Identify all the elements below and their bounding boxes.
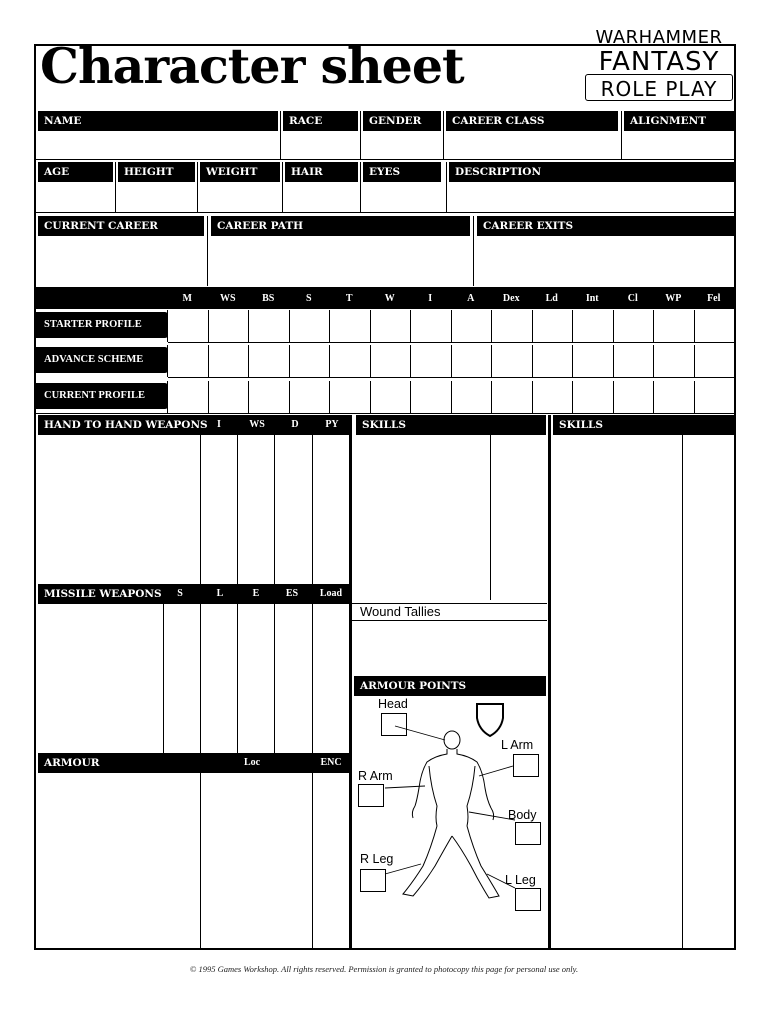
profile-cell[interactable]: [329, 345, 370, 377]
age-label: AGE: [38, 162, 113, 182]
divider: [360, 111, 361, 159]
profile-cell[interactable]: [208, 310, 249, 342]
profile-cell[interactable]: [208, 345, 249, 377]
divider: [490, 435, 491, 600]
stat-header-ld: Ld: [545, 293, 558, 304]
profile-cell[interactable]: [613, 310, 654, 342]
armour-points-label: ARMOUR POINTS: [354, 676, 546, 696]
career-exits-label: CAREER EXITS: [477, 216, 734, 236]
profile-cell[interactable]: [451, 381, 492, 413]
missile-col-s: S: [177, 588, 183, 599]
profile-cell[interactable]: [572, 310, 613, 342]
profile-cell[interactable]: [694, 310, 735, 342]
profile-cell[interactable]: [329, 310, 370, 342]
profile-cell[interactable]: [167, 345, 208, 377]
logo-line-2: FANTASY: [598, 47, 720, 77]
divider: [351, 620, 547, 621]
profile-cell[interactable]: [694, 345, 735, 377]
height-label: HEIGHT: [118, 162, 195, 182]
profile-cell[interactable]: [653, 381, 694, 413]
divider: [360, 162, 361, 212]
divider: [36, 212, 734, 213]
profile-cell[interactable]: [410, 345, 451, 377]
divider: [621, 111, 622, 159]
hth-col-py: PY: [325, 419, 339, 430]
r-leg-label: R Leg: [360, 852, 394, 866]
armour-col-enc: ENC: [320, 757, 342, 768]
divider: [443, 111, 444, 159]
missile-col-l: L: [216, 588, 224, 599]
copyright-footer: © 1995 Games Workshop. All rights reserved. Permission is granted to photocopy this page for personal use only.: [189, 964, 579, 974]
divider: [446, 162, 447, 212]
current-career-label: CURRENT CAREER: [38, 216, 204, 236]
skills-right-label: SKILLS: [553, 415, 734, 435]
profile-cell[interactable]: [289, 310, 330, 342]
profile-row-label: ADVANCE SCHEME: [36, 347, 168, 373]
profile-cell[interactable]: [613, 381, 654, 413]
profile-cell[interactable]: [613, 345, 654, 377]
stat-header-ws: WS: [219, 293, 236, 304]
body-label: Body: [508, 808, 537, 822]
armour-col-loc: Loc: [243, 757, 261, 768]
divider: [200, 604, 201, 754]
profile-cell[interactable]: [410, 310, 451, 342]
profile-cell[interactable]: [491, 381, 532, 413]
profile-cell[interactable]: [653, 310, 694, 342]
warhammer-logo: [585, 27, 733, 103]
stat-header-s: S: [305, 293, 312, 304]
stat-header-w: W: [384, 293, 395, 304]
divider: [200, 773, 201, 950]
divider: [682, 435, 683, 950]
profile-cell[interactable]: [532, 381, 573, 413]
stat-header-wp: WP: [665, 293, 682, 304]
gender-label: GENDER: [363, 111, 441, 131]
profile-cell[interactable]: [248, 310, 289, 342]
logo-line-1: WARHAMMER: [595, 27, 723, 48]
stat-header-m: M: [182, 293, 192, 304]
page-title: Character sheet: [40, 37, 464, 95]
profile-cell[interactable]: [370, 381, 411, 413]
divider: [207, 216, 208, 286]
profile-cell[interactable]: [532, 310, 573, 342]
profile-cell[interactable]: [248, 345, 289, 377]
missile-weapons-label: MISSILE WEAPONS: [38, 584, 350, 604]
divider: [274, 604, 275, 754]
divider: [312, 604, 313, 754]
profile-row-label: CURRENT PROFILE: [36, 383, 168, 409]
stat-header-dex: Dex: [502, 293, 520, 304]
l-arm-label: L Arm: [501, 738, 534, 752]
stat-header-int: Int: [585, 293, 599, 304]
hth-col-d: D: [291, 419, 299, 430]
profile-cell[interactable]: [410, 381, 451, 413]
profile-cell[interactable]: [248, 381, 289, 413]
profile-cell[interactable]: [289, 381, 330, 413]
r-arm-label: R Arm: [358, 769, 393, 783]
profile-cell[interactable]: [532, 345, 573, 377]
profile-cell[interactable]: [572, 345, 613, 377]
missile-col-e: E: [252, 588, 260, 599]
divider: [280, 111, 281, 159]
profile-cell[interactable]: [451, 310, 492, 342]
divider: [312, 435, 313, 585]
profile-cell[interactable]: [572, 381, 613, 413]
divider: [282, 162, 283, 212]
missile-col-load: Load: [319, 588, 343, 599]
profile-cell[interactable]: [208, 381, 249, 413]
armour-label: ARMOUR: [38, 753, 350, 773]
name-label: NAME: [38, 111, 278, 131]
stat-header-fel: Fel: [707, 293, 721, 304]
profile-cell[interactable]: [370, 345, 411, 377]
divider: [168, 377, 734, 378]
divider: [274, 435, 275, 585]
eyes-label: EYES: [363, 162, 441, 182]
missile-col-es: ES: [285, 588, 299, 599]
career-path-label: CAREER PATH: [211, 216, 470, 236]
profile-cell[interactable]: [167, 310, 208, 342]
hand-to-hand-weapons-label: HAND TO HAND WEAPONS: [38, 415, 350, 435]
l-leg-label: L Leg: [505, 873, 536, 887]
divider: [36, 413, 734, 414]
stat-header-cl: Cl: [627, 293, 638, 304]
divider: [163, 604, 164, 754]
body-figure-icon: [351, 696, 547, 910]
race-label: RACE: [283, 111, 358, 131]
divider: [473, 216, 474, 286]
stat-header-i: I: [428, 293, 433, 304]
alignment-label: ALIGNMENT: [624, 111, 734, 131]
divider: [168, 342, 734, 343]
divider: [237, 604, 238, 754]
profile-row-label: STARTER PROFILE: [36, 312, 168, 338]
career-class-label: CAREER CLASS: [446, 111, 618, 131]
stat-header-t: T: [345, 293, 353, 304]
divider: [312, 773, 313, 950]
head-label: Head: [378, 697, 408, 711]
profile-cell[interactable]: [694, 381, 735, 413]
wound-tallies-label: Wound Tallies: [360, 604, 441, 619]
description-label: DESCRIPTION: [449, 162, 734, 182]
divider: [548, 415, 551, 950]
weight-label: WEIGHT: [200, 162, 280, 182]
divider: [237, 435, 238, 585]
divider: [200, 435, 201, 585]
hth-col-ws: WS: [249, 419, 265, 430]
profile-cell[interactable]: [370, 310, 411, 342]
profile-cell[interactable]: [491, 345, 532, 377]
profile-cell[interactable]: [491, 310, 532, 342]
logo-line-3: ROLE PLAY: [600, 77, 718, 101]
divider: [36, 159, 734, 160]
profile-cell[interactable]: [329, 381, 370, 413]
hair-label: HAIR: [285, 162, 358, 182]
stat-header-bs: BS: [262, 293, 275, 304]
profile-cell[interactable]: [289, 345, 330, 377]
divider: [197, 162, 198, 212]
hth-col-i: I: [217, 419, 221, 430]
divider: [115, 162, 116, 212]
profile-cell[interactable]: [653, 345, 694, 377]
skills-left-label: SKILLS: [356, 415, 546, 435]
profile-cell[interactable]: [167, 381, 208, 413]
stat-header-a: A: [467, 293, 475, 304]
profile-cell[interactable]: [451, 345, 492, 377]
